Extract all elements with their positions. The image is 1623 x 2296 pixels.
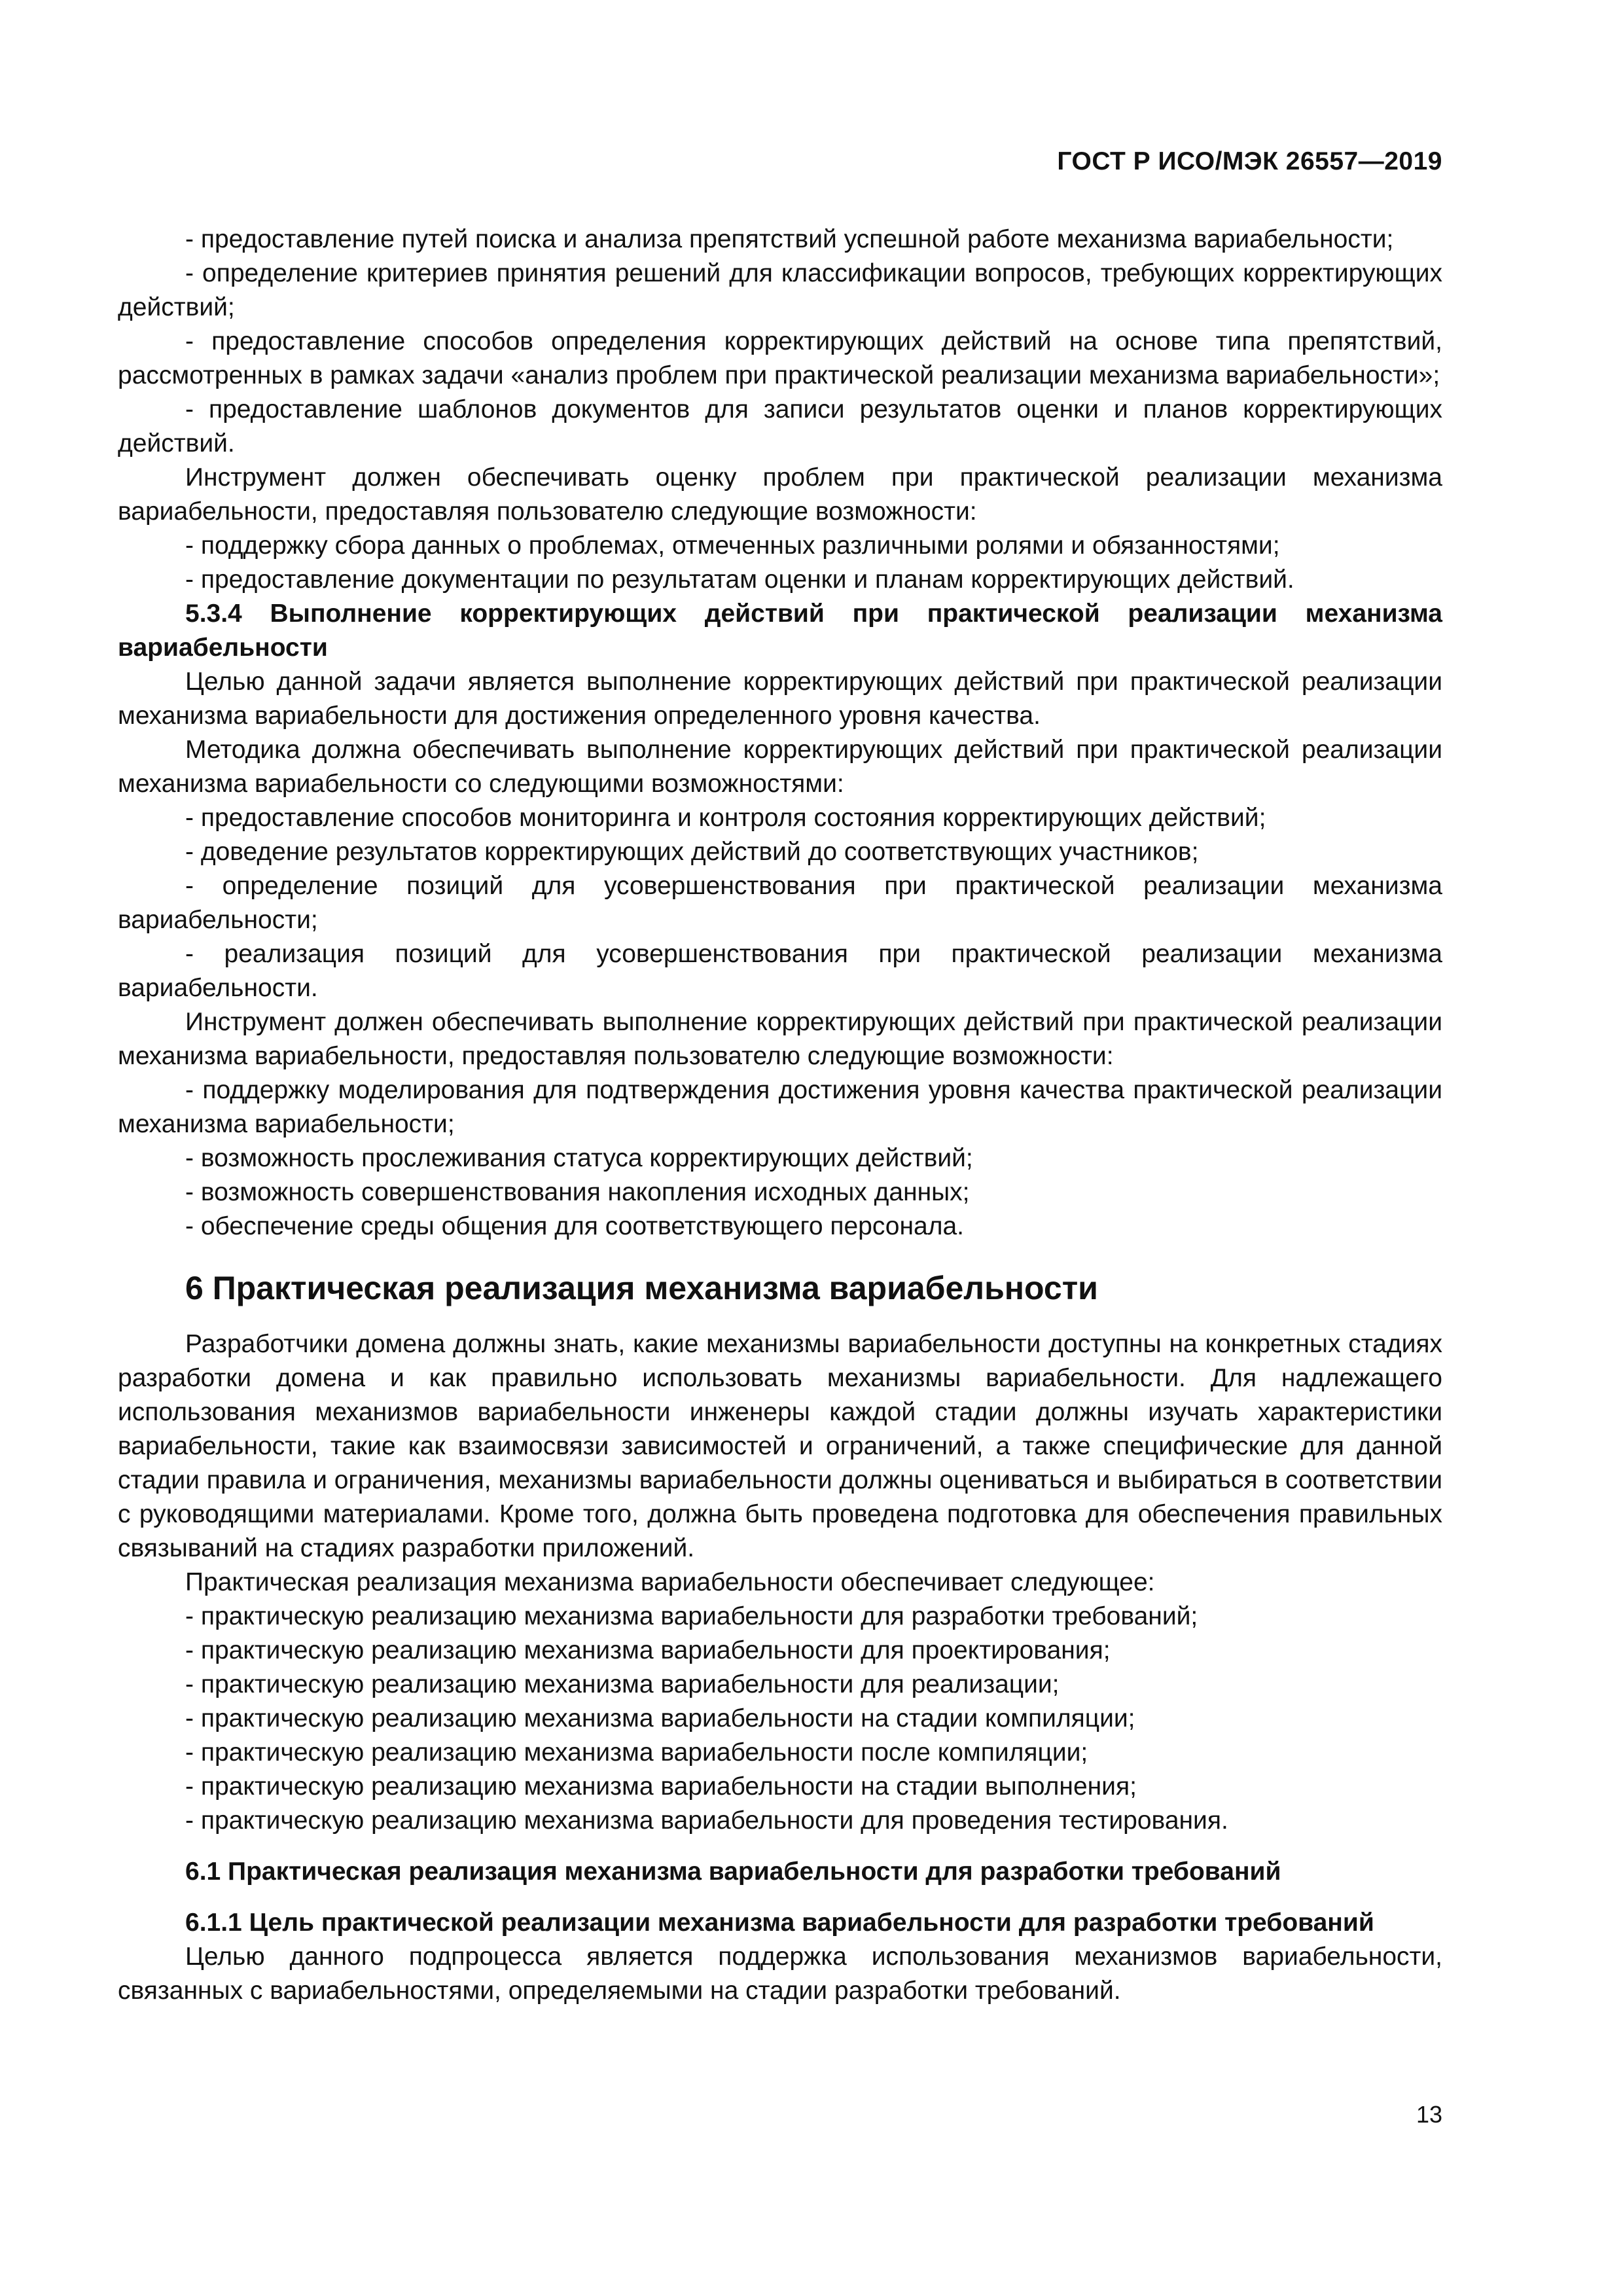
paragraph: Целью данного подпроцесса является поддержка использования механизмов вариабельности, связанных с вариабельностями, определяемыми на стадии разработки требований. bbox=[118, 1943, 1442, 2005]
document-header: ГОСТ Р ИСО/МЭК 26557—2019 bbox=[1057, 147, 1442, 175]
list-item: - реализация позиций для усовершенствования при практической реализации механизма вариабельности. bbox=[118, 940, 1442, 1002]
list-item: - предоставление способов мониторинга и контроля состояния корректирующих действий; bbox=[185, 804, 1266, 832]
list-item: - обеспечение среды общения для соответствующего персонала. bbox=[185, 1212, 964, 1240]
list-item: - поддержку моделирования для подтверждения достижения уровня качества практической реализации механизма вариабельности; bbox=[118, 1076, 1442, 1138]
list-item: - практическую реализацию механизма вариабельности для проектирования; bbox=[185, 1636, 1111, 1664]
paragraph: Целью данной задачи является выполнение корректирующих действий при практической реализации механизма вариабельности для достижения определенного уровня качества. bbox=[118, 668, 1442, 730]
list-item: - практическую реализацию механизма вариабельности на стадии выполнения; bbox=[185, 1772, 1137, 1801]
paragraph: Практическая реализация механизма вариабельности обеспечивает следующее: bbox=[185, 1568, 1155, 1596]
list-item: - возможность прослеживания статуса корректирующих действий; bbox=[185, 1144, 973, 1172]
list-item: - предоставление шаблонов документов для записи результатов оценки и планов корректирующих действий. bbox=[118, 395, 1442, 457]
paragraph: Инструмент должен обеспечивать выполнение корректирующих действий при практической реализации механизма вариабельности, предоставляя пользователю следующие возможности: bbox=[118, 1008, 1442, 1070]
list-item: - предоставление способов определения корректирующих действий на основе типа препятствий, рассмотренных в рамках задачи «анализ проблем при практической реализации механизма вариабельности»; bbox=[118, 327, 1442, 389]
page-number: 13 bbox=[1416, 2101, 1442, 2128]
list-item: - практическую реализацию механизма вариабельности для разработки требований; bbox=[185, 1602, 1198, 1630]
paragraph: Разработчики домена должны знать, какие механизмы вариабельности доступны на конкретных стадиях разработки домена и как правильно использовать механизмы вариабельности. Для надлежащего использования механизмов вариабельности инженеры каждой стадии должны изучать характеристики вариабельности, такие как взаимосвязи зависимостей и ограничений, а также специфические для данной стадии правила и ограничения, механизмы вариабельности должны оцениваться и выбираться в соответствии с руководящими материалами. Кроме того, должна быть проведена подготовка для обеспечения правильных связываний на стадиях разработки приложений. bbox=[118, 1330, 1442, 1562]
list-item: - предоставление путей поиска и анализа препятствий успешной работе механизма вариабельности; bbox=[185, 225, 1394, 253]
list-item: - доведение результатов корректирующих действий до соответствующих участников; bbox=[185, 838, 1199, 866]
section-heading-5-3-4: 5.3.4 Выполнение корректирующих действий при практической реализации механизма вариабельности bbox=[118, 600, 1442, 662]
list-item: - возможность совершенствования накопления исходных данных; bbox=[185, 1178, 970, 1206]
list-item: - практическую реализацию механизма вариабельности для проведения тестирования. bbox=[185, 1806, 1228, 1835]
section-heading-6-1-1: 6.1.1 Цель практической реализации механизма вариабельности для разработки требований bbox=[185, 1909, 1374, 1937]
section-heading-6: 6 Практическая реализация механизма вариабельности bbox=[185, 1270, 1098, 1306]
list-item: - практическую реализацию механизма вариабельности для реализации; bbox=[185, 1670, 1060, 1698]
list-item: - предоставление документации по результатам оценки и планам корректирующих действий. bbox=[185, 565, 1294, 594]
list-item: - определение критериев принятия решений для классификации вопросов, требующих корректирующих действий; bbox=[118, 259, 1442, 321]
paragraph: Методика должна обеспечивать выполнение корректирующих действий при практической реализации механизма вариабельности со следующими возможностями: bbox=[118, 736, 1442, 798]
page-body bbox=[118, 223, 1442, 2008]
list-item: - определение позиций для усовершенствования при практической реализации механизма вариабельности; bbox=[118, 872, 1442, 934]
list-item: - практическую реализацию механизма вариабельности после компиляции; bbox=[185, 1738, 1088, 1767]
section-heading-6-1: 6.1 Практическая реализация механизма вариабельности для разработки требований bbox=[185, 1857, 1281, 1886]
paragraph: Инструмент должен обеспечивать оценку проблем при практической реализации механизма вариабельности, предоставляя пользователю следующие возможности: bbox=[118, 463, 1442, 526]
list-item: - поддержку сбора данных о проблемах, отмеченных различными ролями и обязанностями; bbox=[185, 531, 1280, 560]
list-item: - практическую реализацию механизма вариабельности на стадии компиляции; bbox=[185, 1704, 1135, 1732]
